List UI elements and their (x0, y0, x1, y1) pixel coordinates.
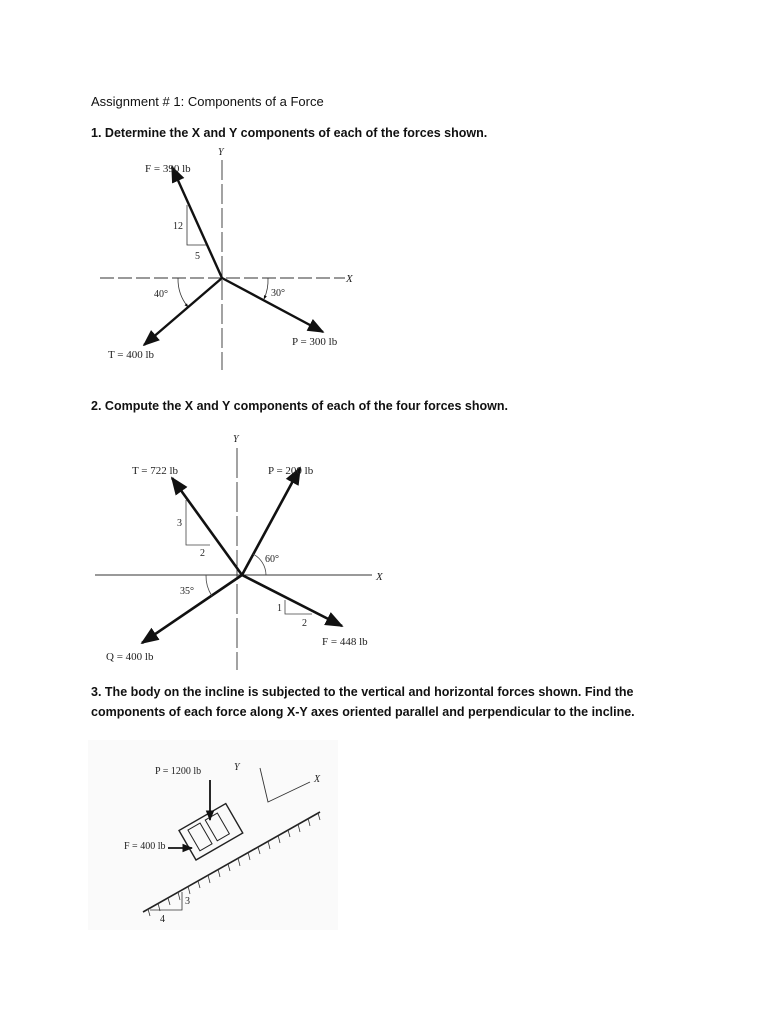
fig3-force-P-label: P = 1200 lb (155, 766, 202, 777)
assignment-title: Assignment # 1: Components of a Force (91, 94, 324, 109)
fig1-force-P-label: P = 300 lb (292, 336, 338, 348)
fig1-P-angle-arc (264, 278, 268, 299)
fig2-force-F-arrow (242, 575, 342, 626)
figure-1-force-diagram (100, 145, 370, 375)
fig1-T-angle-arc (178, 278, 188, 307)
fig1-slope-run: 5 (195, 251, 200, 262)
question-3 (91, 682, 691, 722)
fig3-x-label: X (314, 774, 321, 785)
fig2-y-label: Y (233, 434, 239, 445)
fig1-force-F-label: F = 390 lb (145, 163, 191, 175)
fig2-force-P-label: P = 200 lb (268, 465, 314, 477)
fig2-x-label: X (376, 571, 383, 583)
question-1-number: 1. (91, 126, 102, 140)
fig1-slope-rise: 12 (173, 221, 183, 232)
fig2-T-slope-triangle (186, 500, 210, 545)
fig2-force-Q-label: Q = 400 lb (106, 651, 154, 663)
fig2-force-T-label: T = 722 lb (132, 465, 179, 477)
question-1-text: Determine the X and Y components of each of the forces shown. (104, 126, 488, 140)
fig1-T-angle: 40° (154, 289, 168, 300)
question-1 (91, 123, 487, 143)
fig3-slope-run: 4 (160, 914, 165, 925)
fig1-force-P-arrow (222, 278, 323, 332)
fig1-P-angle: 30° (271, 288, 285, 299)
question-2 (91, 396, 508, 416)
fig1-x-label: X (346, 273, 353, 285)
figure-3-incline-diagram (88, 740, 338, 930)
question-3-text: The body on the incline is subjected to the vertical and horizontal forces shown. Find the components of each force along X-Y axes oriented parallel and perpendicular to the incline. (91, 685, 635, 719)
fig1-y-label: Y (218, 147, 224, 158)
fig2-Q-angle-arc (206, 575, 212, 596)
question-2-number: 2. (91, 399, 102, 413)
fig2-F-run: 2 (302, 618, 307, 629)
fig2-F-slope-triangle (285, 600, 312, 614)
fig2-force-T-arrow (172, 478, 242, 575)
fig2-T-rise: 3 (177, 518, 182, 529)
fig2-force-F-label: F = 448 lb (322, 636, 368, 648)
fig2-F-rise: 1 (277, 603, 282, 614)
figure-2-force-diagram (90, 430, 400, 670)
fig2-Q-angle: 35° (180, 586, 194, 597)
fig1-force-T-label: T = 400 lb (108, 349, 155, 361)
fig2-T-run: 2 (200, 548, 205, 559)
fig3-force-F-label: F = 400 lb (124, 841, 166, 852)
fig3-y-label: Y (234, 762, 240, 773)
fig3-slope-rise: 3 (185, 896, 190, 907)
question-3-number: 3. (91, 685, 102, 699)
fig2-P-angle: 60° (265, 554, 279, 565)
question-2-text: Compute the X and Y components of each of the four forces shown. (104, 399, 508, 413)
